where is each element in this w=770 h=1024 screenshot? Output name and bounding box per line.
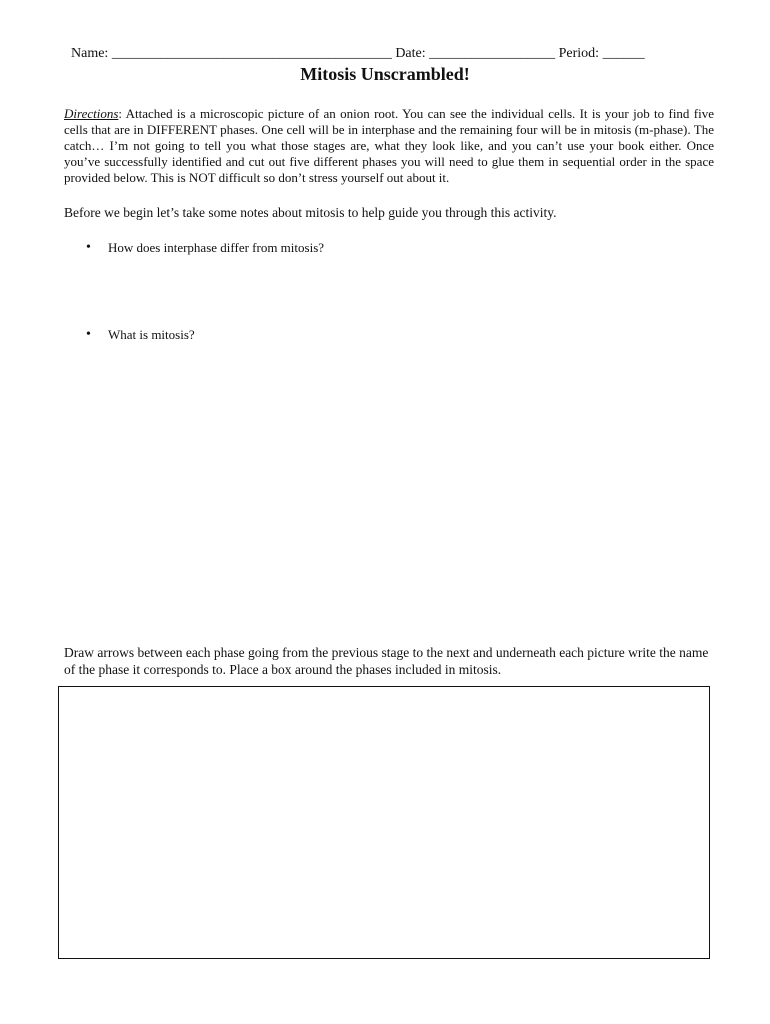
question-text: How does interphase differ from mitosis? xyxy=(108,240,325,255)
phase-gluing-box xyxy=(58,686,710,959)
bullet-icon: • xyxy=(86,240,91,255)
directions-label: Directions xyxy=(64,106,119,121)
directions-paragraph xyxy=(64,106,714,186)
page-title: Mitosis Unscrambled! xyxy=(300,64,470,84)
question-text: What is mitosis? xyxy=(108,327,195,342)
intro-paragraph: Before we begin let’s take some notes about mitosis to help guide you through this activity. xyxy=(64,205,557,220)
bullet-icon: • xyxy=(86,327,91,342)
arrows-instructions-paragraph: Draw arrows between each phase going from the previous stage to the next and underneath each picture write the name of the phase it corresponds to. Place a box around the phases included in mitosis. xyxy=(64,645,709,677)
name-date-period-line: Name: ________________________________________ Date: __________________ Period: ______ xyxy=(71,46,645,61)
question-interphase-vs-mitosis xyxy=(86,240,324,256)
directions-text: : Attached is a microscopic picture of an onion root. You can see the individual cells. It is your job to find five cells that are in DIFFERENT phases. One cell will be in interphase and the remaining four will be in mitosis (m-phase). The catch… I’m not going to tell you what those stages are, what they look like, and you can’t use your book either. Once you’ve successfully identified and cut out five different phases you will need to glue them in sequential order in the space provided below. This is NOT difficult so don’t stress yourself out about it. xyxy=(64,106,714,185)
question-what-is-mitosis xyxy=(86,327,195,343)
